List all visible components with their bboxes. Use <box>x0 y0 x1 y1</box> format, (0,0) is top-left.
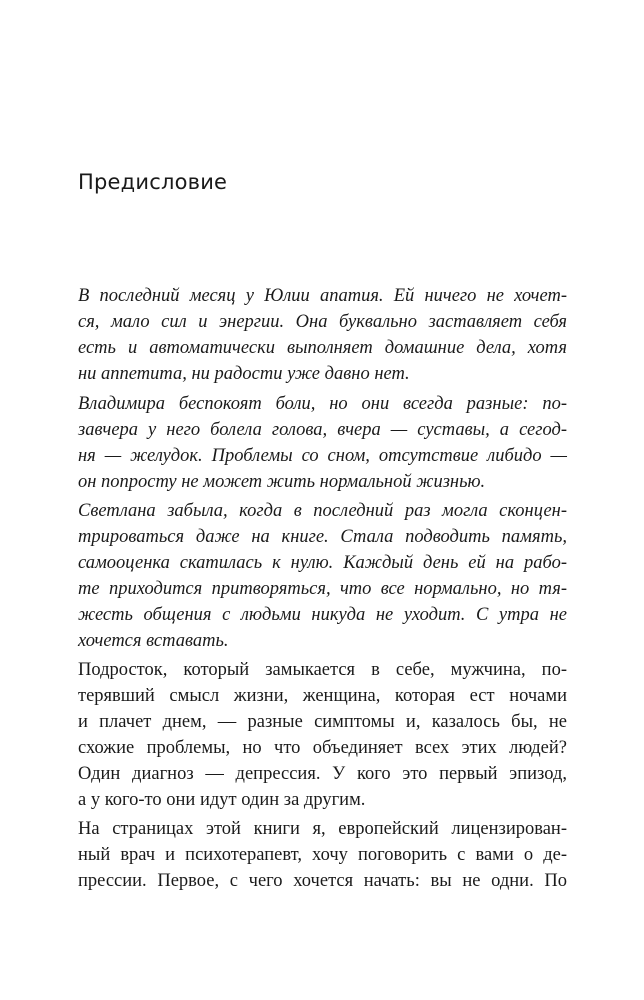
text-line: ни аппетита, ни радости уже давно нет. <box>78 364 410 384</box>
text-line: прессии. Первое, с чего хочется начать: вы не одни. По <box>78 871 567 891</box>
paragraph-author-intro <box>78 816 567 894</box>
paragraph-svetlana <box>78 498 567 654</box>
text-line: ный врач и психотерапевт, хочу поговорить с вами о де- <box>78 845 567 865</box>
text-line: Подросток, который замыкается в себе, мужчина, по- <box>78 660 567 680</box>
text-line: Владимира беспокоят боли, но они всегда разные: по- <box>78 394 567 414</box>
paragraph-vladimir <box>78 391 567 495</box>
text-line: завчера у него болела голова, вчера — суставы, а сегод- <box>78 420 567 440</box>
text-line: На страницах этой книги я, европейский лицензирован- <box>78 819 567 839</box>
text-line: терявший смысл жизни, женщина, которая ест ночами <box>78 686 567 706</box>
text-line: Один диагноз — депрессия. У кого это первый эпизод, <box>78 764 567 784</box>
text-line: он попросту не может жить нормальной жизнью. <box>78 472 486 492</box>
text-line: ня — желудок. Проблемы со сном, отсутствие либидо — <box>78 446 567 466</box>
text-line: ся, мало сил и энергии. Она буквально заставляет себя <box>78 312 567 332</box>
text-line: Светлана забыла, когда в последний раз могла сконцен- <box>78 501 567 521</box>
text-line: трироваться даже на книге. Стала подводить память, <box>78 527 567 547</box>
paragraph-diagnosis <box>78 657 567 813</box>
text-line: хочется вставать. <box>78 631 229 651</box>
paragraph-yulia <box>78 283 567 387</box>
text-line: те приходится притворяться, что все нормально, но тя- <box>78 579 567 599</box>
text-line: В последний месяц у Юлии апатия. Ей ничего не хочет- <box>78 286 567 306</box>
text-line: есть и автоматически выполняет домашние дела, хотя <box>78 338 567 358</box>
text-line: самооценка скатилась к нулю. Каждый день ей на рабо- <box>78 553 567 573</box>
text-line: и плачет днем, — разные симптомы и, казалось бы, не <box>78 712 567 732</box>
text-line: жесть общения с людьми никуда не уходит. С утра не <box>78 605 567 625</box>
chapter-title: Предисловие <box>78 170 228 194</box>
text-line: схожие проблемы, но что объединяет всех этих людей? <box>78 738 567 758</box>
text-line: а у кого-то они идут один за другим. <box>78 790 366 810</box>
